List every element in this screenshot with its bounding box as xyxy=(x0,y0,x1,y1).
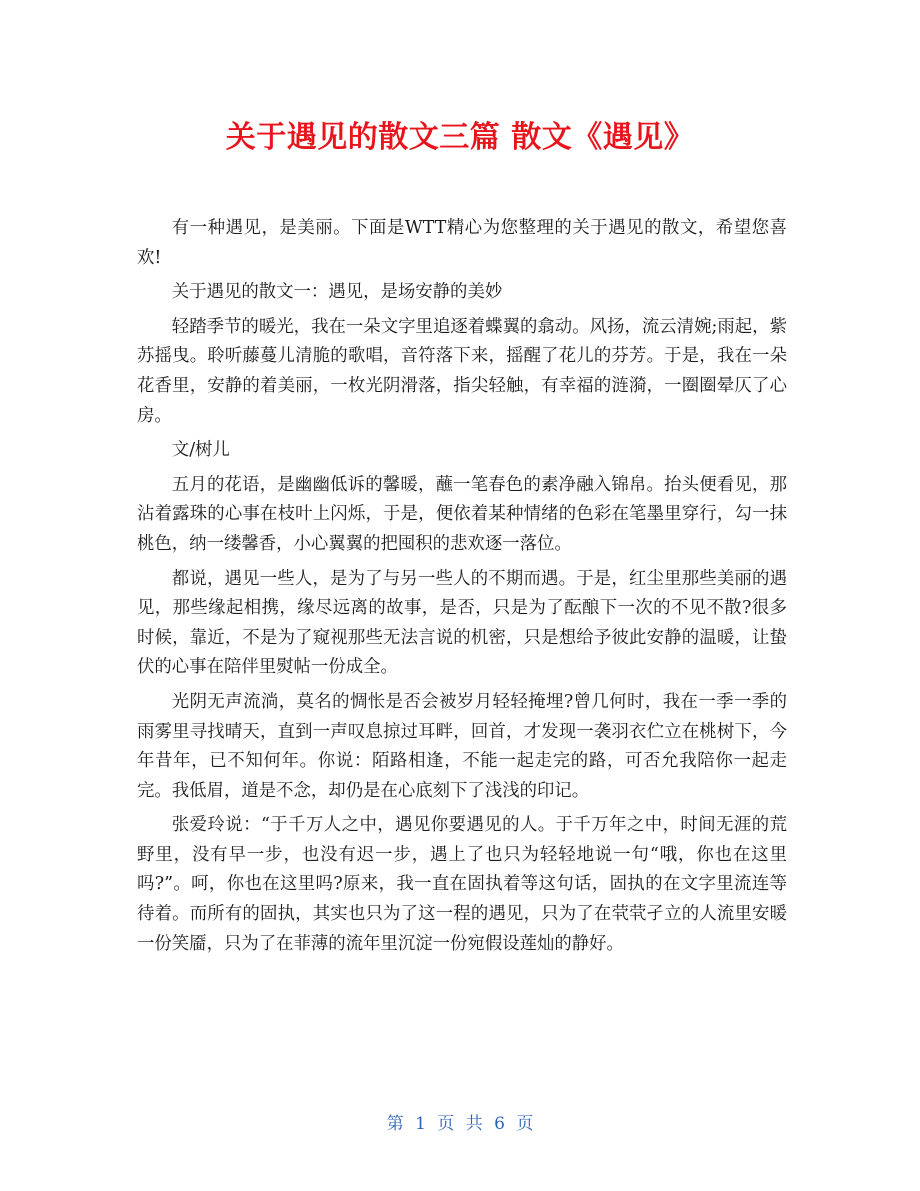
paragraph-author: 文/树儿 xyxy=(171,440,230,461)
paragraph-2: 五月的花语，是幽幽低诉的馨暖，蘸一笔春色的素净融入锦帛。抬头便看见，那沾着露珠的心事在枝叶上闪烁，于是，便依着某种情绪的色彩在笔墨里穿行，勾一抹桃色，纳一缕馨香，小心翼翼的把囤积的悲欢逐一落位。 xyxy=(137,474,787,554)
document-title: 关于遇见的散文三篇 散文《遇见》 xyxy=(225,120,695,155)
paragraph-5: 张爱玲说：“于千万人之中，遇见你要遇见的人。于千万年之中，时间无涯的荒野里，没有早一步，也没有迟一步，遇上了也只为轻轻地说一句“哦，你也在这里吗?”。呵，你也在这里吗?原来，我一直在固执着等这句话，固执的在文字里流连等待着。而所有的固执，其实也只为了这一程的遇见，只为了在茕茕孑立的人流里安暖一份笑靥，只为了在菲薄的流年里沉淀一份宛假设莲灿的静好。 xyxy=(137,815,787,954)
paragraph-4: 光阴无声流淌，莫名的惆怅是否会被岁月轻轻掩埋?曾几何时，我在一季一季的雨雾里寻找晴天，直到一声叹息掠过耳畔，回首，才发现一袭羽衣伫立在桃树下，今年昔年，已不知何年。你说：陌路相逢，不能一起走完的路，可否允我陪你一起走完。我低眉，道是不念，却仍是在心底刻下了浅浅的印记。 xyxy=(137,691,787,801)
paragraph-1: 轻踏季节的暖光，我在一朵文字里追逐着蝶翼的翕动。风扬，流云清婉;雨起，紫苏摇曳。聆听藤蔓儿清脆的歌唱，音符落下来，摇醒了花儿的芬芳。于是，我在一朵花香里，安静的着美丽，一枚光阴滑落，指尖轻触，有幸福的涟漪，一圈圈晕仄了心房。 xyxy=(137,316,787,426)
paragraph-3: 都说，遇见一些人，是为了与另一些人的不期而遇。于是，红尘里那些美丽的遇见，那些缘起相携，缘尽远离的故事，是否，只是为了酝酿下一次的不见不散?很多时候，靠近，不是为了窥视那些无法言说的机密，只是想给予彼此安静的温暖，让蛰伏的心事在陪伴里熨帖一份成全。 xyxy=(137,568,787,678)
document-body xyxy=(137,214,787,964)
page-number-footer: 第 1 页 共 6 页 xyxy=(386,1114,534,1134)
paragraph-intro: 有一种遇见，是美丽。下面是WTT精心为您整理的关于遇见的散文，希望您喜欢! xyxy=(137,218,787,268)
paragraph-section-heading: 关于遇见的散文一：遇见，是场安静的美妙 xyxy=(171,282,503,303)
